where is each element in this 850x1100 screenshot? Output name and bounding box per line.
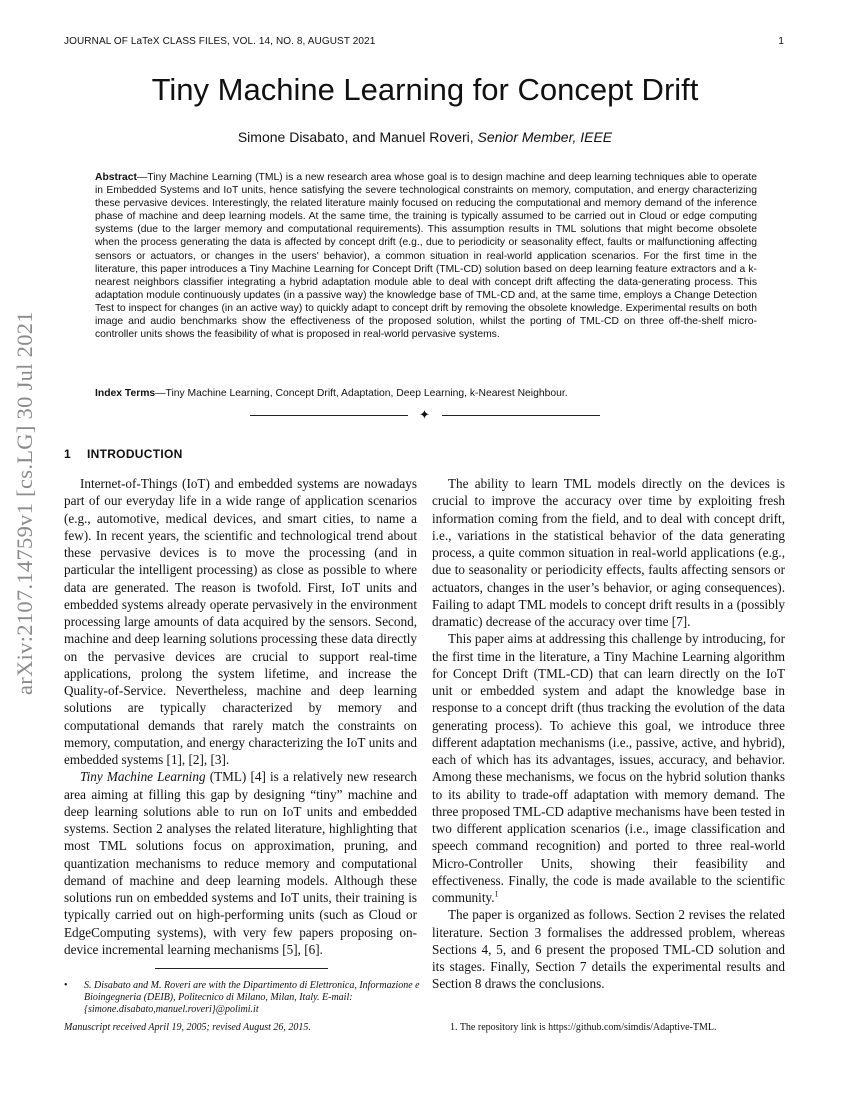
index-terms-label: Index Terms [95, 388, 156, 399]
section-divider [250, 409, 600, 423]
abstract [95, 171, 757, 341]
index-terms [95, 388, 757, 399]
page-number: 1 [778, 36, 784, 47]
abstract-label: Abstract [95, 172, 137, 183]
manuscript-note: Manuscript received April 19, 2005; revised August 26, 2015. [64, 1022, 311, 1033]
intro-paragraph-4-text: This paper aims at addressing this challenge by introducing, for the first time in the literature, a Tiny Machine Learning algorithm for Concept Drift (TML-CD) that can learn directly on the IoT unit or embedded system and adapt the knowledge base in response to a concept drift (thus tracking the evolution of the data generating process). To achieve this goal, we introduce three different adaptation mechanisms (i.e., passive, active, and hybrid), each of which has its advantages, issues, accuracy, and behavior. Among these mechanisms, we focus on the hybrid solution thanks to its ability to trade-off adaptation with memory demand. The three proposed TML-CD adaptive mechanisms have been tested in two different application scenarios (i.e., image classification and speech command recognition) and ported to three real-world Micro-Controller Units, showing their feasibility and effectiveness. Finally, the code is made available to the scientific community. [432, 631, 785, 905]
paper-title: Tiny Machine Learning for Concept Drift [151, 72, 699, 107]
author-names: Simone Disabato, and Manuel Roveri, [237, 129, 474, 145]
section-heading [64, 447, 183, 461]
repository-footnote: 1. The repository link is https://github.com/simdis/Adaptive-TML. [450, 1022, 717, 1033]
intro-paragraph-4 [432, 630, 785, 906]
section-title: INTRODUCTION [86, 447, 183, 461]
arxiv-stamp: arXiv:2107.14759v1 [cs.LG] 30 Jul 2021 [12, 311, 37, 695]
intro-paragraph-2 [64, 768, 417, 958]
divider-line-left [250, 415, 408, 416]
section-number: 1 [64, 447, 71, 461]
divider-diamond-icon: ✦ [419, 408, 430, 423]
footnote-marker: 1 [494, 889, 499, 899]
index-terms-text: —Tiny Machine Learning, Concept Drift, Adaptation, Deep Learning, k-Nearest Neighbour. [155, 388, 568, 399]
intro-paragraph-5: The paper is organized as follows. Section 2 revises the related literature. Section 3 formalises the addressed problem, whereas Sections 4, 5, and 6 present the proposed TML-CD solution and its stages. Finally, Section 7 details the experimental results and Section 8 draws the conclusions. [432, 907, 785, 992]
journal-header: JOURNAL OF LaTeX CLASS FILES, VOL. 14, NO. 8, AUGUST 2021 [64, 36, 376, 47]
bullet-icon: • [64, 980, 68, 991]
footnote-rule [155, 968, 328, 969]
abstract-text: —Tiny Machine Learning (TML) is a new research area whose goal is to design machine and deep learning techniques able to operate in Embedded Systems and IoT units, hence satisfying the severe technological constraints on memory, computation, and energy characterizing these pervasive devices. Interestingly, the related literature mainly focused on reducing the computational and memory demand of the inference phase of machine and deep learning models. At the same time, the training is typically assumed to be carried out in Cloud or edge computing systems (due to the larger memory and computational requirements). This assumption results in TML solutions that might become obsolete when the process generating the data is affected by concept drift (e.g., due to periodicity or seasonality effect, faults or malfunctioning affecting sensors or actuators, or changes in the users' behavior), a common situation in real-world application scenarios. For the first time in the literature, this paper introduces a Tiny Machine Learning for Concept Drift (TML-CD) solution based on deep learning feature extractors and a k-nearest neighbors classifier integrating a hybrid adaptation module able to deal with concept drift affecting the data-generating process. This adaptation module continuously updates (in a passive way) the knowledge base of TML-CD and, at the same time, employs a Change Detection Test to inspect for changes (in an active way) to quickly adapt to concept drift by removing the obsolete knowledge. Experimental results on both image and audio benchmarks show the effectiveness of the proposed solution, whilst the porting of TML-CD on three off-the-shelf micro-controller units shows the feasibility of what is proposed in real-world pervasive systems. [95, 172, 757, 341]
left-column [64, 475, 417, 958]
divider-line-right [442, 415, 600, 416]
intro-paragraph-2-text: (TML) [4] is a relatively new research area aiming at filling this gap by designing “tiny” machine and deep learning solutions able to run on IoT units and embedded systems. Section 2 analyses the related literature, highlighting that most TML solutions focus on approximation, pruning, and quantization mechanisms to reduce memory and computational demand of machine and deep learning models. Although these solutions run on embedded systems and IoT units, their training is typically carried out on high-performing units (such as Cloud or EdgeComputing systems), with very few papers proposing on-device incremental learning mechanisms [5], [6]. [64, 769, 417, 957]
affiliation-footnote [64, 980, 420, 1016]
affiliation-text: S. Disabato and M. Roveri are with the Dipartimento di Elettronica, Informazione e Bioingegneria (DEIB), Politecnico di Milano, Milan, Italy. E-mail: {simone.disabato,manuel.roveri}@polimi.it [84, 980, 420, 1015]
intro-paragraph-1: Internet-of-Things (IoT) and embedded systems are nowadays part of our everyday life in a wide range of application scenarios (e.g., automotive, medical devices, and smart cities, to name a few). In recent years, the scientific and technological trend about these pervasive devices is to move the processing (and in particular the intelligent processing) as close as possible to where data are generated. The reason is twofold. First, IoT units and embedded systems already operate pervasively in the environment processing large amounts of data acquired by the sensors. Second, machine and deep learning solutions processing these data directly on the pervasive devices are crucial to support real-time applications, prolong the system lifetime, and increase the Quality-of-Service. Nevertheless, machine and deep learning solutions are typically characterized by memory and computational demands that rarely match the constraints on memory, computation, and energy characterizing the IoT units and embedded systems [1], [2], [3]. [64, 476, 417, 767]
author-line [0, 129, 850, 145]
intro-paragraph-3: The ability to learn TML models directly on the devices is crucial to improve the accuracy over time by exploiting fresh information coming from the field, and to deal with concept drift, i.e., variations in the statistical behavior of the data generating process, a quite common situation in real-world applications (e.g., due to seasonality or periodicity effects, faults affecting sensors or actuators, changes in the user’s behavior, or aging consequences). Failing to adapt TML models to concept drift results in a (possibly dramatic) decrease of the accuracy over time [7]. [432, 476, 785, 629]
right-column [432, 475, 785, 993]
author-membership: Senior Member, IEEE [477, 129, 613, 145]
tml-term: Tiny Machine Learning [80, 769, 206, 785]
